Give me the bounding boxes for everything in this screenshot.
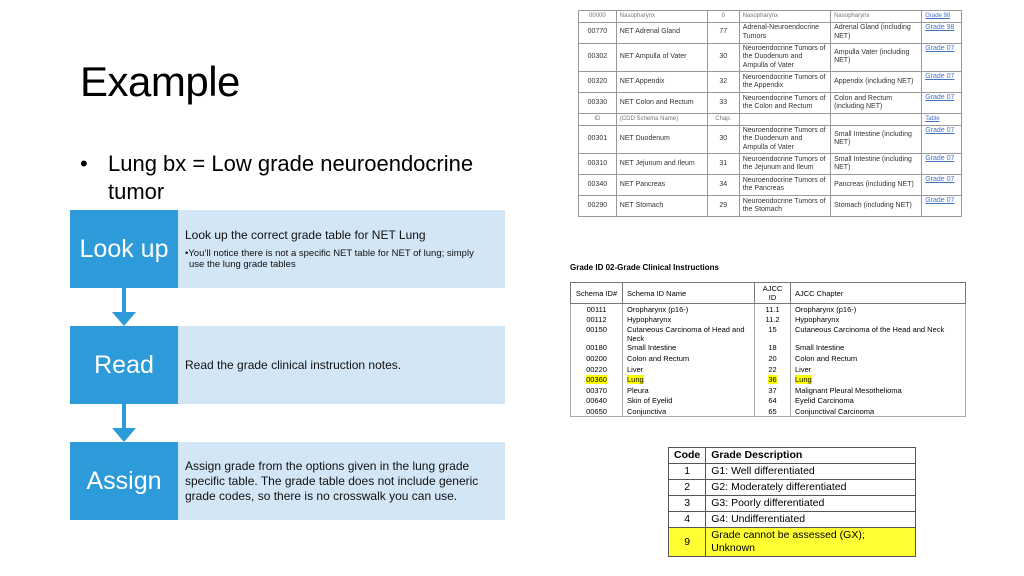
table-row: 4 G4: Undifferentiated (669, 512, 916, 528)
grade-link[interactable]: Grade 07 (922, 93, 962, 114)
step-look-up (70, 210, 505, 288)
table-row: 00301 NET Duodenum 30 Neuroendocrine Tumors of the Duodenum and Ampulla of Vater Small Intestine (including NET) Grade 07 (579, 125, 962, 154)
down-arrow-icon (112, 288, 136, 328)
table-header-row: Schema ID# Schema ID Name AJCC ID AJCC Chapter (571, 283, 966, 304)
grade-link[interactable]: Grade 07 (922, 196, 962, 217)
table-row: 00112 Hypopharynx 11.2 Hypopharynx (571, 314, 966, 325)
step-label: Look up (70, 210, 178, 288)
table-row: 00180 Small Intestine 18 Small Intestine (571, 343, 966, 354)
step-label: Assign (70, 442, 178, 520)
table-row: 00000 Nasopharynx 0 Nasopharynx Nasopharynx Grade 98 (579, 11, 962, 23)
bullet-item (80, 150, 520, 206)
table-row: 00310 NET Jejunum and Ileum 31 Neuroendocrine Tumors of the Jejunum and Ileum Small Intestine (including NET) Grade 07 (579, 154, 962, 175)
slide-title: Example (80, 58, 240, 105)
table-row: 00150 Cutaneous Carcinoma of Head and Neck 15 Cutaneous Carcinoma of the Head and Neck (571, 325, 966, 343)
down-arrow-icon (112, 404, 136, 444)
table-row: 00320 NET Appendix 32 Neuroendocrine Tumors of the Appendix Appendix (including NET) Grade 07 (579, 72, 962, 93)
grade-code-table (668, 447, 916, 557)
grade02-table (570, 282, 966, 417)
step-text: Assign grade from the options given in the lung grade specific table. The grade table does not include generic grade codes, so there is no crosswalk you can use. (185, 458, 479, 503)
table-row: 00200 Colon and Rectum 20 Colon and Rectum (571, 353, 966, 364)
grade-link[interactable]: Grade 98 (922, 22, 962, 43)
table-row: 00340 NET Pancreas 34 Neuroendocrine Tumors of the Pancreas Pancreas (including NET) Grade 07 (579, 175, 962, 196)
table-row: 00290 NET Stomach 29 Neuroendocrine Tumors of the Stomach Stomach (including NET) Grade 07 (579, 196, 962, 217)
net-schema-table (578, 10, 966, 242)
grade02-title: Grade ID 02-Grade Clinical Instructions (570, 263, 719, 272)
table-row: 00370 Pleura 37 Malignant Pleural Mesothelioma (571, 385, 966, 396)
grade-link[interactable]: Grade 07 (922, 72, 962, 93)
table-row: 00640 Skin of Eyelid 64 Eyelid Carcinoma (571, 396, 966, 407)
step-text: Read the grade clinical instruction notes. (185, 357, 402, 372)
bullet-text: Lung bx = Low grade neuroendocrine tumor (108, 151, 474, 204)
table-row: 00330 NET Colon and Rectum 33 Neuroendocrine Tumors of the Colon and Rectum Colon and Rectum (including NET) Grade 07 (579, 93, 962, 114)
step-description (185, 326, 497, 404)
table-row: ID (CDD Schema Name) Chap. Table (579, 114, 962, 126)
grade-link[interactable]: Grade 07 (922, 125, 962, 154)
table-row: 3 G3: Poorly differentiated (669, 496, 916, 512)
step-description (185, 210, 497, 288)
table-header-row: Code Grade Description (669, 448, 916, 464)
table-row: 00111 Oropharynx (p16-) 11.1 Oropharynx (p16-) (571, 304, 966, 315)
step-text: Look up the correct grade table for NET Lung (185, 228, 426, 242)
step-read (70, 326, 505, 404)
table-row: 00220 Liver 22 Liver (571, 364, 966, 375)
step-description (185, 442, 497, 520)
step-label: Read (70, 326, 178, 404)
table-row: 1 G1: Well differentiated (669, 464, 916, 480)
grade-link[interactable]: Grade 07 (922, 43, 962, 72)
grade-link[interactable]: Grade 07 (922, 175, 962, 196)
table-row-highlighted: 9 Grade cannot be assessed (GX); Unknown (669, 528, 916, 557)
bullet-dot-icon: • (80, 151, 88, 176)
table-row: 2 G2: Moderately differentiated (669, 480, 916, 496)
table-row-highlighted: 00360 Lung 36 Lung (571, 374, 966, 385)
grade-link[interactable]: Grade 07 (922, 154, 962, 175)
step-assign (70, 442, 505, 520)
table-row: 00650 Conjunctiva 65 Conjunctival Carcinoma (571, 406, 966, 417)
table-row: 00770 NET Adrenal Gland 77 Adrenal-Neuroendocrine Tumors Adrenal Gland (including NET) Grade 98 (579, 22, 962, 43)
step-subnote: •You’ll notice there is not a specific NET table for NET of lung; simply use the lung grade tables (185, 248, 474, 270)
table-row: 00302 NET Ampulla of Vater 30 Neuroendocrine Tumors of the Duodenum and Ampulla of Vater Ampulla Vater (including NET) Grade 07 (579, 43, 962, 72)
